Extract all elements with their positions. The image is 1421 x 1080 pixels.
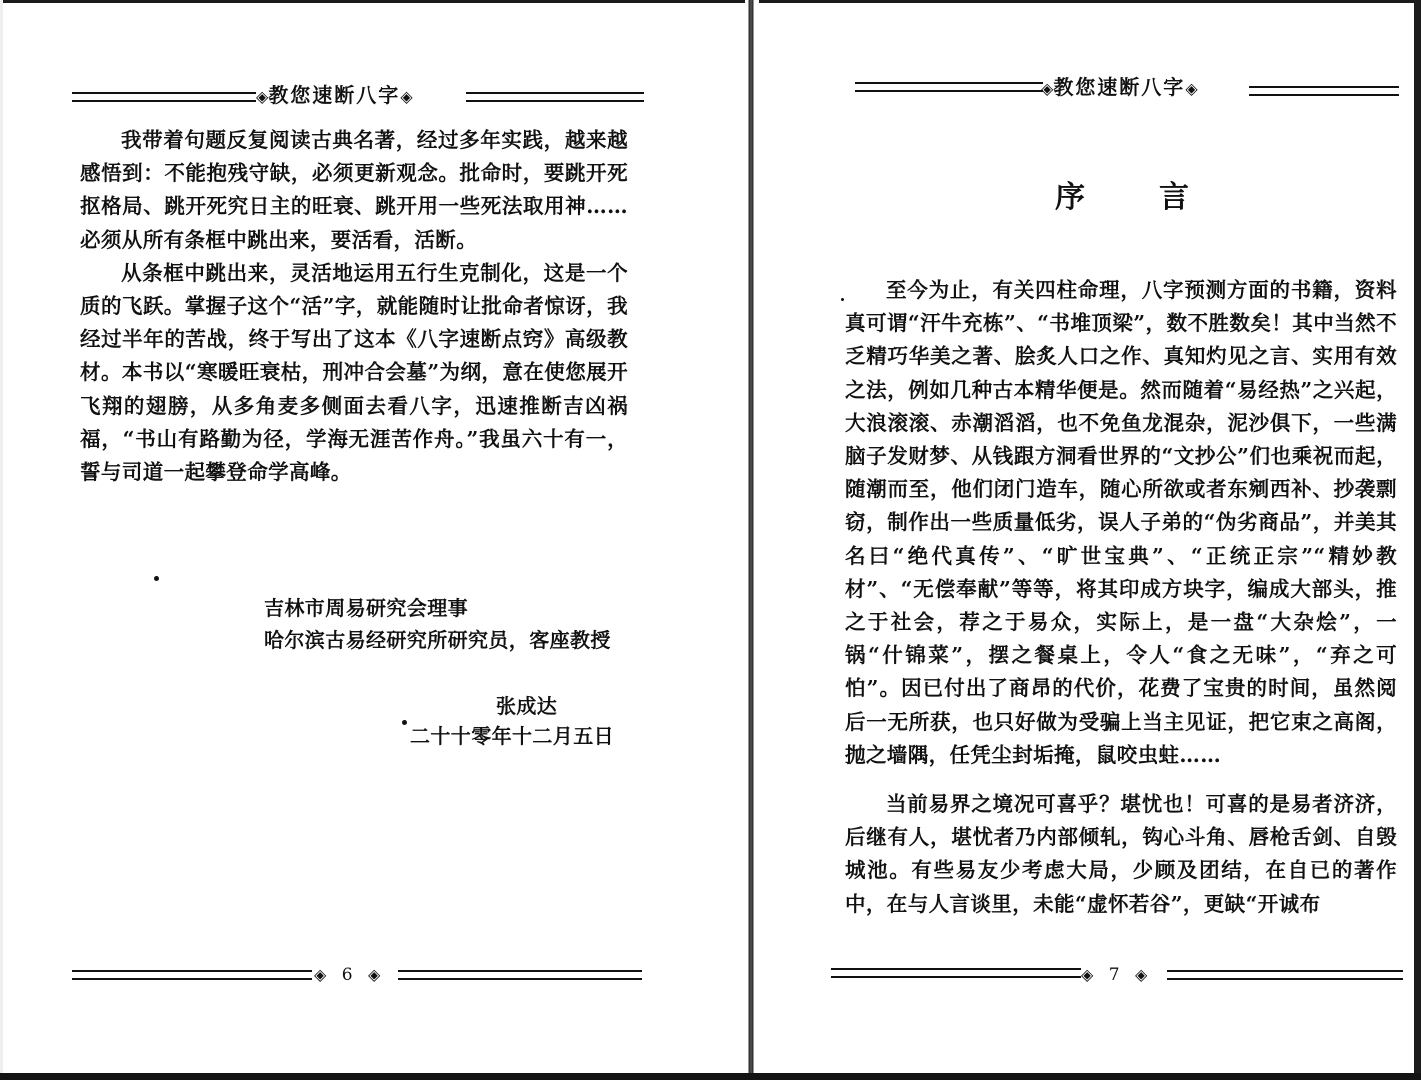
scan-speck	[841, 298, 844, 301]
running-header	[256, 80, 413, 110]
paragraph: 当前易界之境况可喜乎？堪忧也！可喜的是易者济济，后继有人，堪忧者乃内部倾轧，钩心斗角、唇枪舌剑、自毁城池。有些易友少考虑大局，少顾及团结，在自已的著作中，在与人言谈里，未能“虚怀若谷”，更缺“开诚布	[845, 792, 1397, 916]
ornament-icon: ◈	[1134, 965, 1148, 984]
preface-title: 序言	[1055, 180, 1263, 215]
signature-title-2: 哈尔滨古易经研究所研究员，客座教授	[264, 628, 611, 652]
scan-speck	[402, 720, 407, 725]
header-rule-left	[72, 92, 256, 102]
footer-rule-left	[831, 968, 1081, 978]
signature-title-1: 吉林市周易研究会理事	[264, 596, 468, 620]
page-number: 7	[1108, 965, 1120, 985]
left-body-text	[80, 124, 628, 489]
ornament-icon: ◈	[1081, 965, 1094, 984]
ornament-icon: ◈	[367, 965, 381, 984]
running-header	[1041, 72, 1198, 102]
scan-right-edge	[1414, 0, 1421, 1080]
ornament-icon: ◈	[400, 87, 413, 106]
paragraph: 从条框中跳出来，灵活地运用五行生克制化，这是一个质的飞跃。掌握子这个“活”字，就能随时让批命者惊讶，我经过半年的苦战，终于写出了这本《八字速断点窍》高级教材。本书以“寒暖旺衰枯，刑冲合会墓”为纲，意在使您展开飞翔的翅膀，从多角麦多侧面去看八字，迅速推断吉凶祸福，“书山有路勤为径，学海无涯苦作舟。”我虽六十有一，誓与司道一起攀登命学高峰。	[80, 260, 628, 485]
ornament-icon: ◈	[314, 965, 327, 984]
footer-rule-right	[398, 970, 642, 980]
right-page	[759, 0, 1414, 1080]
footer-rule-left	[72, 970, 312, 980]
page-number: 6	[341, 965, 353, 985]
ornament-icon: ◈	[1185, 79, 1198, 98]
paragraph: 我带着句题反复阅读古典名著，经过多年实践，越来越感悟到：不能抱残守缺，必须更新观念。批命时，要跳开死抠格局、跳开死究日主的旺衰、跳开用一些死法取用神……必须从所有条框中跳出来，要活看，活断。	[80, 128, 628, 252]
header-rule-right	[1249, 86, 1399, 96]
footer-rule-right	[1167, 970, 1403, 980]
running-header-title: 教您速断八字	[1053, 75, 1186, 99]
header-rule-left	[855, 82, 1043, 92]
right-body-text	[845, 274, 1397, 921]
header-rule-right	[466, 92, 644, 102]
ornament-icon: ◈	[256, 87, 269, 106]
paragraph: 至今为止，有关四柱命理，八字预测方面的书籍，资料真可谓“汗牛充栋”、“书堆顶梁”，数不胜数矣！其中当然不乏精巧华美之著、脍炙人口之作、真知灼见之言、实用有效之法，例如几种古本精华便是。然而随着“易经热”之兴起，大浪滚滚、赤潮滔滔，也不免鱼龙混杂，泥沙俱下，一些满脑子发财梦、从钱跟方洞看世界的“文抄公”们也乘祝而起，随潮而至，他们闭门造车，随心所欲或者东剜西补、抄袭剽窃，制作出一些质量低劣，误人子弟的“伪劣商品”，并美其名曰“绝代真传”、“旷世宝典”、“正统正宗”“精妙教材”、“无偿奉献”等等，将其印成方块字，编成大部头，推之于社会，荐之于易众，实际上，是一盘“大杂烩”，一锅“什锦菜”，摆之餐桌上，令人“食之无味”，“弃之可怕”。因已付出了商昂的代价，花费了宝贵的时间，虽然阅后一无所获，也只好做为受骗上当主见证，把它束之高阁，抛之墙隅，任凭尘封垢掩，鼠咬虫蛀……	[845, 278, 1397, 767]
page-number-footer	[1081, 962, 1147, 988]
page-number-footer	[314, 962, 380, 988]
ornament-icon: ◈	[1041, 79, 1054, 98]
signature-date: 二十十零年十二月五日	[410, 724, 614, 748]
running-header-title: 教您速断八字	[268, 83, 401, 107]
signature-author: 张成达	[496, 694, 558, 718]
book-gutter	[745, 0, 759, 1080]
scan-speck	[154, 576, 159, 581]
